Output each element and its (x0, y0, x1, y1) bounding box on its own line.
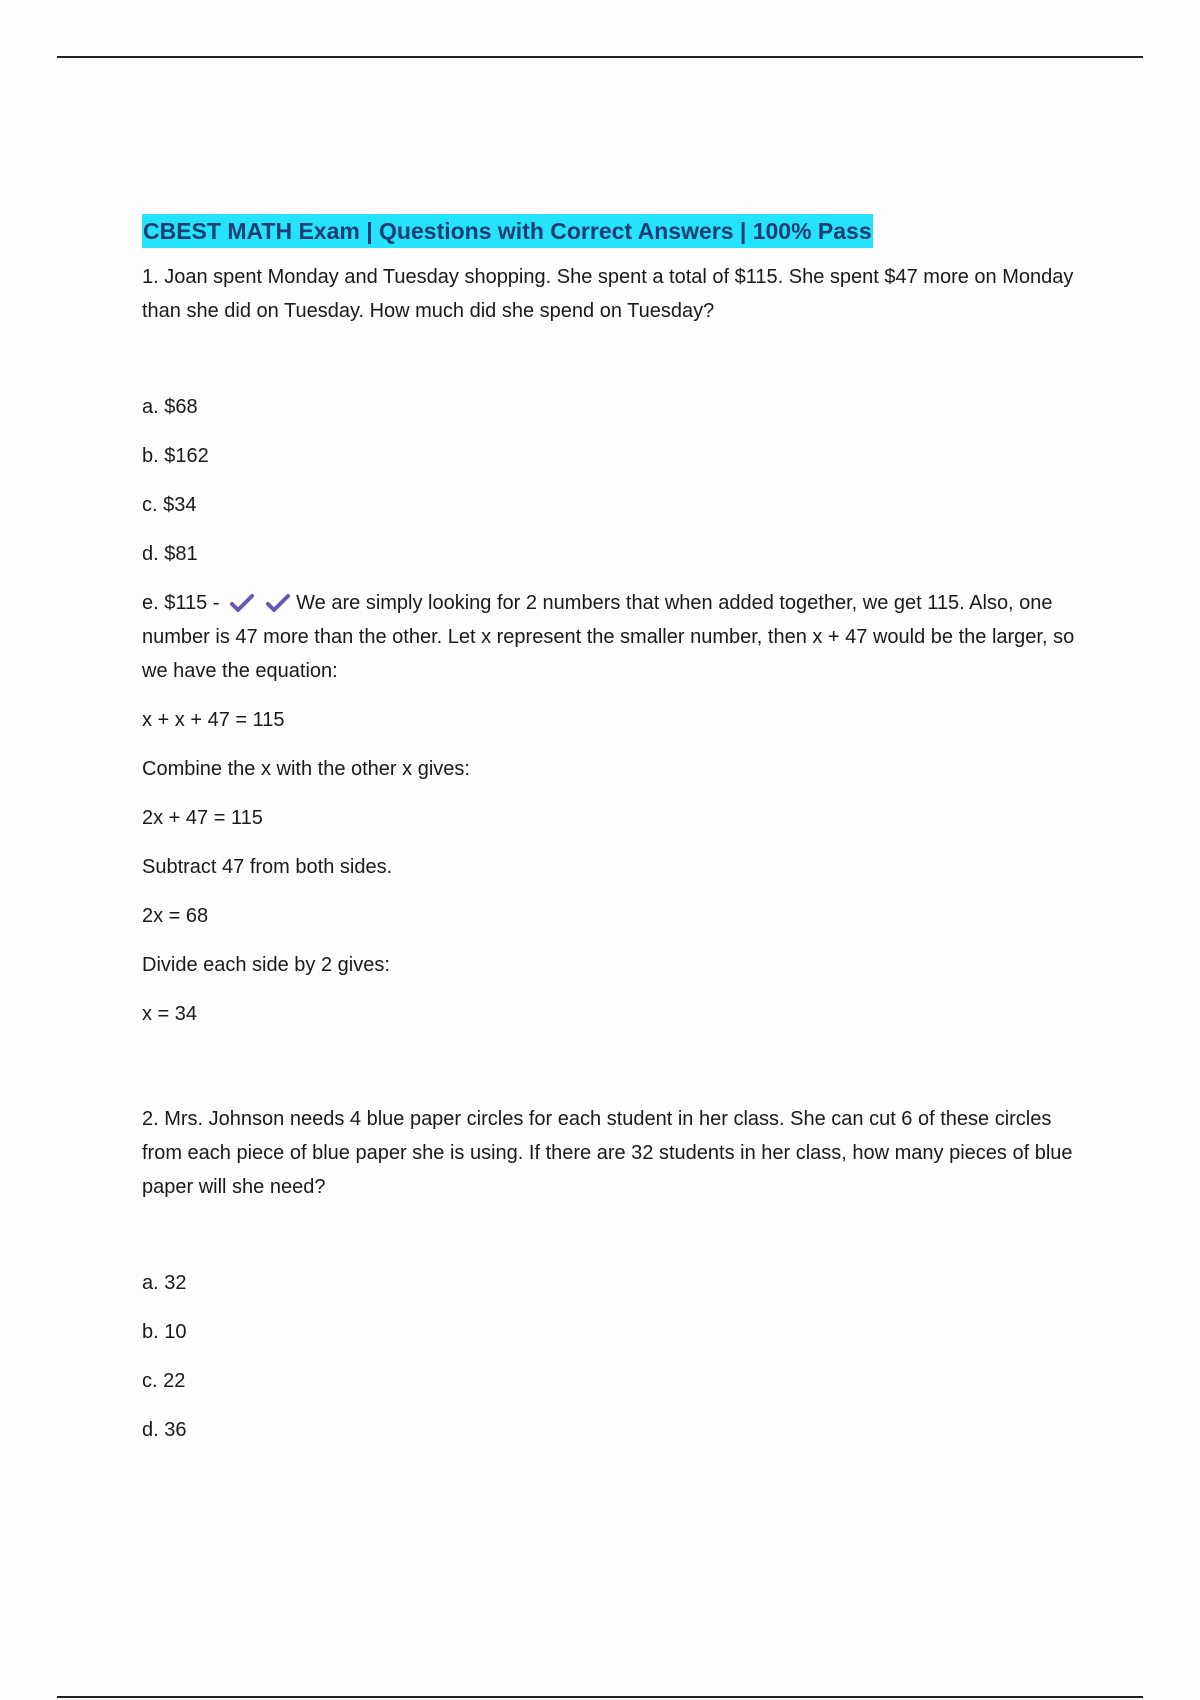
document-title: CBEST MATH Exam | Questions with Correct Answers | 100% Pass (142, 214, 873, 248)
question-1-answer (142, 586, 1082, 688)
solution-step: 2x + 47 = 115 (142, 807, 263, 829)
question-1-answer-label: e. $115 - (142, 592, 220, 614)
document-body (142, 214, 1082, 1462)
solution-step: 2x = 68 (142, 905, 209, 927)
question-1-option-b: b. $162 (142, 445, 209, 467)
solution-step: Combine the x with the other x gives: (142, 758, 470, 780)
question-2-option-d: d. 36 (142, 1419, 187, 1441)
solution-step: x + x + 47 = 115 (142, 709, 285, 731)
solution-step: x = 34 (142, 1003, 198, 1025)
solution-step: Subtract 47 from both sides. (142, 856, 393, 878)
header-rule (57, 56, 1143, 58)
solution-step: Divide each side by 2 gives: (142, 954, 390, 976)
question-1-stem: 1. Joan spent Monday and Tuesday shopping. She spent a total of $115. She spent $47 more on Monday than she did on Tuesday. How much did she spend on Tuesday? (142, 266, 1074, 322)
question-2-option-b: b. 10 (142, 1321, 187, 1343)
check-icon (229, 592, 255, 614)
question-2-option-c: c. 22 (142, 1370, 186, 1392)
footer-rule (57, 1696, 1143, 1698)
question-2-option-a: a. 32 (142, 1272, 187, 1294)
check-icon (265, 592, 291, 614)
question-1-option-c: c. $34 (142, 494, 197, 516)
question-1-option-a: a. $68 (142, 396, 198, 418)
question-1-option-d: d. $81 (142, 543, 198, 565)
question-2-stem: 2. Mrs. Johnson needs 4 blue paper circles for each student in her class. She can cut 6 of these circles from each piece of blue paper she is using. If there are 32 students in her class, how many pieces of blue paper will she need? (142, 1108, 1073, 1198)
question-1-answer-explanation: We are simply looking for 2 numbers that when added together, we get 115. Also, one number is 47 more than the other. Let x represent the smaller number, then x + 47 would be the larger, so we have the equation: (142, 592, 1075, 682)
